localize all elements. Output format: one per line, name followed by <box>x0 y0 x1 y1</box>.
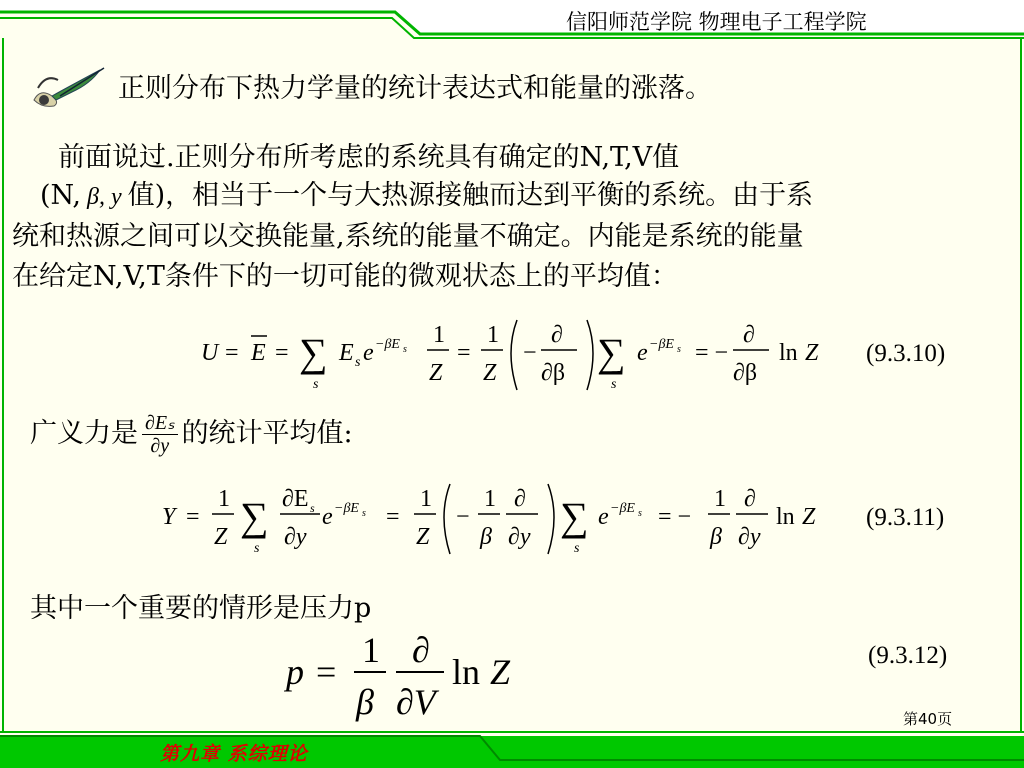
svg-text:β: β <box>480 524 492 550</box>
svg-text:s: s <box>313 377 319 392</box>
svg-text:∂y: ∂y <box>284 524 307 550</box>
svg-text:Z: Z <box>490 652 511 692</box>
svg-text:e: e <box>322 504 333 530</box>
svg-text:s: s <box>310 501 315 515</box>
intro-line-2-prefix: (N, <box>40 180 82 211</box>
svg-text:s: s <box>403 344 407 355</box>
svg-text:−βE: −βE <box>334 501 359 516</box>
svg-text:= −: = − <box>695 340 729 366</box>
equation-9-3-12 <box>284 622 544 722</box>
svg-text:−βE: −βE <box>649 337 674 352</box>
intro-line-2-rest: 值)，相当于一个与大热源接触而达到平衡的系统。由于系 <box>127 180 814 211</box>
intro-line-2 <box>40 177 813 216</box>
svg-text:β: β <box>356 682 374 722</box>
svg-text:1: 1 <box>420 486 432 512</box>
svg-text:−βE: −βE <box>610 501 635 516</box>
svg-text:∂β: ∂β <box>541 360 566 386</box>
svg-text:s: s <box>574 541 580 556</box>
header-institution: 信阳师范学院 物理电子工程学院 <box>566 10 867 34</box>
svg-text:∂: ∂ <box>412 630 430 670</box>
svg-text:=: = <box>386 504 400 530</box>
pressure-line: 其中一个重要的情形是压力p <box>30 593 372 624</box>
svg-text:∑: ∑ <box>240 494 269 539</box>
intro-line-3: 统和热源之间可以交换能量,系统的能量不确定。内能是系统的能量 <box>12 221 804 252</box>
svg-text:Y: Y <box>162 504 176 530</box>
svg-text:Z: Z <box>802 504 816 530</box>
svg-text:= −: = − <box>658 504 692 530</box>
svg-text:∂: ∂ <box>743 322 755 348</box>
svg-text:=: = <box>457 340 471 366</box>
svg-text:e: e <box>363 340 374 366</box>
equation-9-3-10 <box>195 312 845 398</box>
svg-text:1: 1 <box>714 486 726 512</box>
svg-text:ln: ln <box>776 504 795 530</box>
intro-line-4: 在给定N,V,T条件下的一切可能的微观状态上的平均值： <box>12 261 678 292</box>
svg-text:s: s <box>677 344 681 355</box>
svg-text:s: s <box>638 508 642 519</box>
quill-pen-icon <box>30 66 108 108</box>
svg-text:∑: ∑ <box>597 330 626 375</box>
equation-number-9-3-10: (9.3.10) <box>866 340 946 367</box>
svg-text:Z: Z <box>429 360 443 386</box>
beta-y-symbols: β, y <box>87 184 122 210</box>
svg-text:∂: ∂ <box>551 322 563 348</box>
svg-text:=: = <box>186 504 200 530</box>
inline-fraction-numerator: ∂Eₛ <box>142 412 178 435</box>
svg-text:1: 1 <box>218 486 230 512</box>
intro-line-1: 前面说过.正则分布所考虑的系统具有确定的N,T,V值 <box>58 142 680 173</box>
svg-text:s: s <box>254 541 260 556</box>
svg-text:∑: ∑ <box>299 330 328 375</box>
svg-text:∂y: ∂y <box>738 524 761 550</box>
svg-text:−βE: −βE <box>375 337 400 352</box>
svg-text:∂: ∂ <box>514 486 526 512</box>
svg-text:−: − <box>523 340 537 366</box>
svg-text:∂E: ∂E <box>282 486 309 512</box>
svg-text:∑: ∑ <box>560 494 589 539</box>
svg-text:U: U <box>201 340 219 366</box>
svg-text:=: = <box>275 340 289 366</box>
svg-text:Z: Z <box>214 524 228 550</box>
svg-text:e: e <box>637 340 648 366</box>
svg-text:p: p <box>286 652 304 692</box>
equation-number-9-3-11: (9.3.11) <box>866 504 945 531</box>
svg-text:s: s <box>611 377 617 392</box>
inline-fraction-denominator: ∂y <box>150 435 170 457</box>
footer-chapter-title: 第九章 系综理论 <box>160 743 308 765</box>
svg-text:1: 1 <box>362 630 380 670</box>
svg-text:s: s <box>355 355 361 370</box>
svg-text:∂: ∂ <box>744 486 756 512</box>
svg-text:∂y: ∂y <box>508 524 531 550</box>
svg-text:=: = <box>225 340 239 366</box>
svg-text:Z: Z <box>483 360 497 386</box>
generalized-force-suffix: 的统计平均值: <box>181 418 353 449</box>
svg-text:s: s <box>362 508 366 519</box>
equation-number-9-3-12: (9.3.12) <box>868 642 948 669</box>
page-number: 第40页 <box>903 710 953 728</box>
svg-text:1: 1 <box>487 322 499 348</box>
svg-text:ln: ln <box>452 652 481 692</box>
svg-text:−: − <box>456 504 470 530</box>
svg-text:e: e <box>598 504 609 530</box>
svg-text:β: β <box>710 524 722 550</box>
svg-text:1: 1 <box>433 322 445 348</box>
generalized-force-line <box>30 412 353 457</box>
svg-text:E: E <box>339 340 354 366</box>
svg-text:ln: ln <box>779 340 798 366</box>
equation-9-3-11 <box>158 476 838 562</box>
generalized-force-prefix: 广义力是 <box>30 418 138 449</box>
svg-text:Z: Z <box>805 340 819 366</box>
svg-text:1: 1 <box>484 486 496 512</box>
inline-fraction <box>142 412 178 457</box>
svg-text:Z: Z <box>416 524 430 550</box>
svg-text:=: = <box>316 652 337 692</box>
svg-text:E: E <box>251 340 266 366</box>
svg-text:∂β: ∂β <box>733 360 758 386</box>
svg-text:∂V: ∂V <box>396 682 436 722</box>
section-heading: 正则分布下热力学量的统计表达式和能量的涨落。 <box>118 73 712 104</box>
